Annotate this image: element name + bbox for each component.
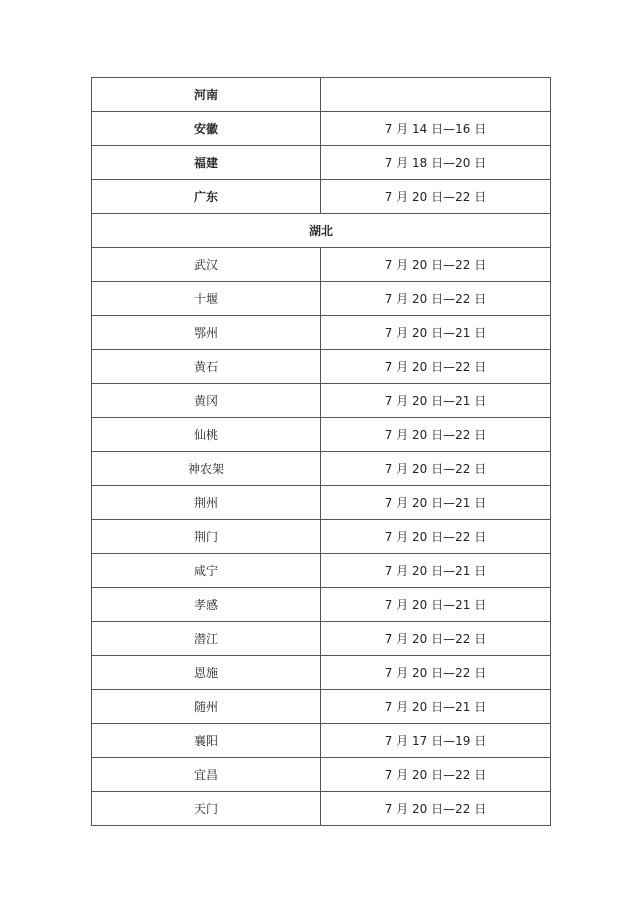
- dates-cell: 7 月 20 日—22 日: [321, 350, 551, 384]
- table-row: [92, 656, 551, 690]
- table-row: [92, 520, 551, 554]
- region-cell: 黄冈: [92, 384, 321, 418]
- region-cell: 恩施: [92, 656, 321, 690]
- region-cell: 神农架: [92, 452, 321, 486]
- dates-cell: 7 月 14 日—16 日: [321, 112, 551, 146]
- table-row: [92, 180, 551, 214]
- schedule-table: [91, 77, 551, 826]
- dates-cell: 7 月 18 日—20 日: [321, 146, 551, 180]
- table-row: [92, 690, 551, 724]
- dates-cell: 7 月 20 日—21 日: [321, 690, 551, 724]
- dates-cell: 7 月 20 日—21 日: [321, 316, 551, 350]
- region-cell: 襄阳: [92, 724, 321, 758]
- table-row: [92, 452, 551, 486]
- region-cell: 仙桃: [92, 418, 321, 452]
- section-header-row: [92, 214, 551, 248]
- dates-cell: 7 月 20 日—21 日: [321, 588, 551, 622]
- dates-cell: 7 月 20 日—21 日: [321, 486, 551, 520]
- dates-cell: 7 月 20 日—21 日: [321, 554, 551, 588]
- dates-cell: 7 月 20 日—22 日: [321, 758, 551, 792]
- region-cell: 鄂州: [92, 316, 321, 350]
- region-cell: 荆州: [92, 486, 321, 520]
- table-row: [92, 758, 551, 792]
- dates-cell: 7 月 20 日—22 日: [321, 622, 551, 656]
- table-row: [92, 282, 551, 316]
- section-title: 湖北: [92, 214, 551, 248]
- dates-cell: 7 月 20 日—22 日: [321, 792, 551, 826]
- table-row: [92, 724, 551, 758]
- schedule-table-body: [92, 78, 551, 826]
- region-cell: 福建: [92, 146, 321, 180]
- region-cell: 天门: [92, 792, 321, 826]
- table-row: [92, 792, 551, 826]
- dates-cell: 7 月 20 日—22 日: [321, 452, 551, 486]
- dates-cell: 7 月 17 日—19 日: [321, 724, 551, 758]
- table-row: [92, 588, 551, 622]
- table-row: [92, 78, 551, 112]
- dates-cell: 7 月 20 日—22 日: [321, 656, 551, 690]
- region-cell: 河南: [92, 78, 321, 112]
- region-cell: 十堰: [92, 282, 321, 316]
- region-cell: 随州: [92, 690, 321, 724]
- region-cell: 潜江: [92, 622, 321, 656]
- region-cell: 黄石: [92, 350, 321, 384]
- document-page: [91, 77, 550, 826]
- table-row: [92, 486, 551, 520]
- table-row: [92, 112, 551, 146]
- table-row: [92, 146, 551, 180]
- dates-cell: 7 月 20 日—22 日: [321, 180, 551, 214]
- table-row: [92, 622, 551, 656]
- region-cell: 宜昌: [92, 758, 321, 792]
- dates-cell: 7 月 20 日—21 日: [321, 384, 551, 418]
- table-row: [92, 384, 551, 418]
- table-row: [92, 418, 551, 452]
- dates-cell: [321, 78, 551, 112]
- table-row: [92, 316, 551, 350]
- region-cell: 武汉: [92, 248, 321, 282]
- dates-cell: 7 月 20 日—22 日: [321, 282, 551, 316]
- table-row: [92, 554, 551, 588]
- dates-cell: 7 月 20 日—22 日: [321, 248, 551, 282]
- region-cell: 广东: [92, 180, 321, 214]
- dates-cell: 7 月 20 日—22 日: [321, 418, 551, 452]
- region-cell: 荆门: [92, 520, 321, 554]
- dates-cell: 7 月 20 日—22 日: [321, 520, 551, 554]
- table-row: [92, 248, 551, 282]
- region-cell: 安徽: [92, 112, 321, 146]
- table-row: [92, 350, 551, 384]
- region-cell: 咸宁: [92, 554, 321, 588]
- region-cell: 孝感: [92, 588, 321, 622]
